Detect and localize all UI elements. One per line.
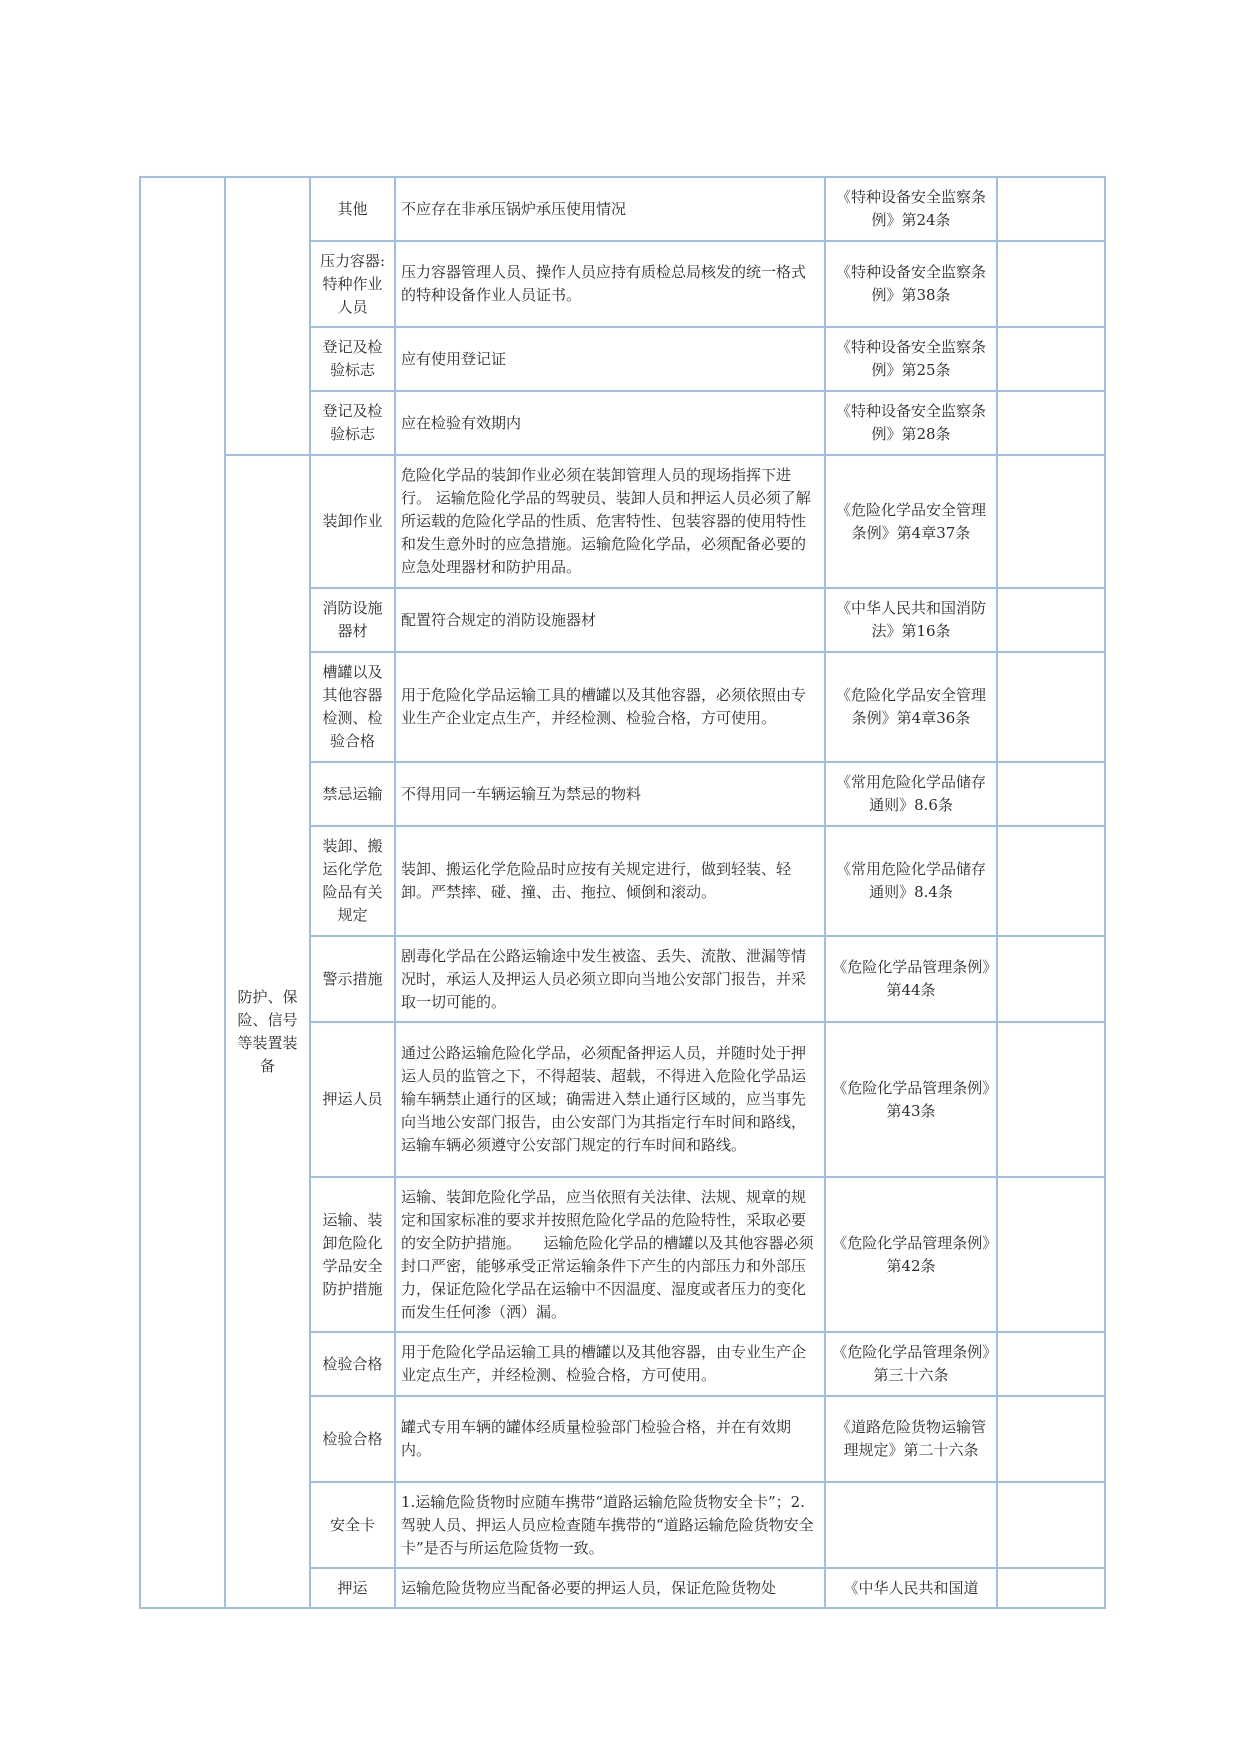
item-requirement: 危险化学品的装卸作业必须在装卸管理人员的现场指挥下进行。 运输危险化学品的驾驶员、装卸人员和押运人员必须了解所运载的危险化学品的性质、危害特性、包装容器的使用特性和发生意外时的应急措施。运输危险化学品，必须配备必要的应急处理器材和防护用品。 bbox=[395, 455, 825, 588]
item-requirement: 用于危险化学品运输工具的槽罐以及其他容器，由专业生产企业定点生产，并经检测、检验合格，方可使用。 bbox=[395, 1332, 825, 1396]
result-cell bbox=[997, 1396, 1105, 1482]
item-basis: 《危险化学品安全管理条例》第4章36条 bbox=[825, 652, 997, 762]
table-row bbox=[140, 455, 1105, 588]
item-requirement: 运输危险货物应当配备必要的押运人员，保证危险货物处 bbox=[395, 1568, 825, 1608]
item-basis: 《道路危险货物运输管理规定》第二十六条 bbox=[825, 1396, 997, 1482]
item-basis: 《中华人民共和国道 bbox=[825, 1568, 997, 1608]
item-requirement: 通过公路运输危险化学品，必须配备押运人员，并随时处于押运人员的监管之下，不得超装、超载，不得进入危险化学品运输车辆禁止通行的区域；确需进入禁止通行区域的，应当事先向当地公安部门报告，由公安部门为其指定行车时间和路线，运输车辆必须遵守公安部门规定的行车时间和路线。 bbox=[395, 1022, 825, 1177]
result-cell bbox=[997, 455, 1105, 588]
result-cell bbox=[997, 936, 1105, 1022]
item-requirement: 罐式专用车辆的罐体经质量检验部门检验合格，并在有效期内。 bbox=[395, 1396, 825, 1482]
item-name: 登记及检验标志 bbox=[310, 327, 395, 391]
result-cell bbox=[997, 241, 1105, 327]
item-requirement: 运输、装卸危险化学品，应当依照有关法律、法规、规章的规定和国家标准的要求并按照危险化学品的危险特性，采取必要的安全防护措施。 运输危险化学品的槽罐以及其他容器必须封口严密，能够承受正常运输条件下产生的内部压力和外部压力，保证危险化学品在运输中不因温度、湿度或者压力的变化而发生任何渗（洒）漏。 bbox=[395, 1177, 825, 1332]
item-name: 消防设施器材 bbox=[310, 588, 395, 652]
item-basis: 《常用危险化学品储存通则》8.4条 bbox=[825, 826, 997, 936]
item-name: 警示措施 bbox=[310, 936, 395, 1022]
item-name: 检验合格 bbox=[310, 1396, 395, 1482]
item-basis: 《危险化学品管理条例》第三十六条 bbox=[825, 1332, 997, 1396]
result-cell bbox=[997, 1022, 1105, 1177]
item-name: 检验合格 bbox=[310, 1332, 395, 1396]
item-name: 押运 bbox=[310, 1568, 395, 1608]
item-name: 其他 bbox=[310, 177, 395, 241]
item-name: 禁忌运输 bbox=[310, 762, 395, 826]
result-cell bbox=[997, 1482, 1105, 1568]
item-basis: 《特种设备安全监察条例》第24条 bbox=[825, 177, 997, 241]
item-basis: 《特种设备安全监察条例》第25条 bbox=[825, 327, 997, 391]
item-basis: 《中华人民共和国消防法》第16条 bbox=[825, 588, 997, 652]
item-name: 登记及检验标志 bbox=[310, 391, 395, 455]
item-name: 槽罐以及其他容器检测、检验合格 bbox=[310, 652, 395, 762]
result-cell bbox=[997, 391, 1105, 455]
inspection-table bbox=[139, 176, 1106, 1609]
result-cell bbox=[997, 327, 1105, 391]
item-name: 压力容器:特种作业人员 bbox=[310, 241, 395, 327]
item-requirement: 配置符合规定的消防设施器材 bbox=[395, 588, 825, 652]
subcategory-cell bbox=[225, 177, 310, 455]
category-cell bbox=[140, 177, 225, 1608]
item-requirement: 装卸、搬运化学危险品时应按有关规定进行，做到轻装、轻卸。严禁摔、碰、撞、击、拖拉、倾倒和滚动。 bbox=[395, 826, 825, 936]
item-requirement: 不应存在非承压锅炉承压使用情况 bbox=[395, 177, 825, 241]
item-name: 装卸作业 bbox=[310, 455, 395, 588]
result-cell bbox=[997, 1568, 1105, 1608]
item-name: 押运人员 bbox=[310, 1022, 395, 1177]
result-cell bbox=[997, 1332, 1105, 1396]
item-requirement: 用于危险化学品运输工具的槽罐以及其他容器，必须依照由专业生产企业定点生产，并经检测、检验合格，方可使用。 bbox=[395, 652, 825, 762]
item-name: 装卸、搬运化学危险品有关规定 bbox=[310, 826, 395, 936]
result-cell bbox=[997, 588, 1105, 652]
item-requirement: 应在检验有效期内 bbox=[395, 391, 825, 455]
item-requirement: 压力容器管理人员、操作人员应持有质检总局核发的统一格式的特种设备作业人员证书。 bbox=[395, 241, 825, 327]
item-basis: 《常用危险化学品储存通则》8.6条 bbox=[825, 762, 997, 826]
result-cell bbox=[997, 652, 1105, 762]
result-cell bbox=[997, 177, 1105, 241]
item-basis: 《危险化学品管理条例》第43条 bbox=[825, 1022, 997, 1177]
item-basis: 《特种设备安全监察条例》第28条 bbox=[825, 391, 997, 455]
result-cell bbox=[997, 1177, 1105, 1332]
result-cell bbox=[997, 826, 1105, 936]
subcategory-label: 防护、保险、信号等装置装备 bbox=[225, 455, 310, 1608]
table-row bbox=[140, 177, 1105, 241]
item-requirement: 应有使用登记证 bbox=[395, 327, 825, 391]
item-basis: 《特种设备安全监察条例》第38条 bbox=[825, 241, 997, 327]
result-cell bbox=[997, 762, 1105, 826]
item-basis: 《危险化学品管理条例》第42条 bbox=[825, 1177, 997, 1332]
item-name: 安全卡 bbox=[310, 1482, 395, 1568]
item-requirement: 剧毒化学品在公路运输途中发生被盗、丢失、流散、泄漏等情况时，承运人及押运人员必须立即向当地公安部门报告，并采取一切可能的。 bbox=[395, 936, 825, 1022]
item-name: 运输、装卸危险化学品安全防护措施 bbox=[310, 1177, 395, 1332]
item-basis: 《危险化学品安全管理条例》第4章37条 bbox=[825, 455, 997, 588]
item-requirement: 1.运输危险货物时应随车携带“道路运输危险货物安全卡”；2.驾驶人员、押运人员应检查随车携带的“道路运输危险货物安全卡”是否与所运危险货物一致。 bbox=[395, 1482, 825, 1568]
item-basis: 《危险化学品管理条例》第44条 bbox=[825, 936, 997, 1022]
item-basis bbox=[825, 1482, 997, 1568]
item-requirement: 不得用同一车辆运输互为禁忌的物料 bbox=[395, 762, 825, 826]
